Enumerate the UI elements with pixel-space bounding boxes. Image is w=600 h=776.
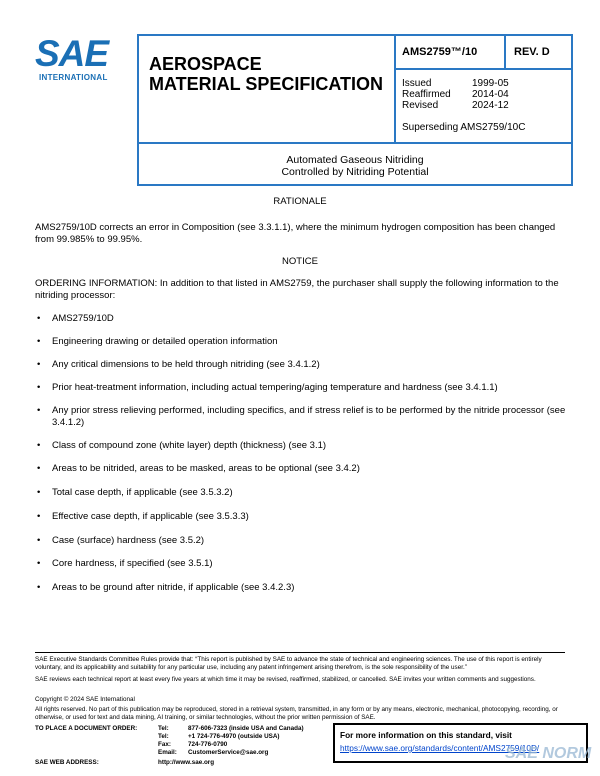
bullet-icon: • <box>37 440 41 451</box>
list-item: Class of compound zone (white layer) depth (thickness) (see 3.1) <box>52 440 327 451</box>
rationale-text: AMS2759/10D corrects an error in Composition (see 3.3.1.1), where the minimum hydrogen composition has been changed from 99.985% to 99.95%. <box>35 222 556 245</box>
reaffirmed-label: Reaffirmed <box>402 89 451 100</box>
list-item: Engineering drawing or detailed operation information <box>52 336 278 347</box>
list-item: Any prior stress relieving performed, including specifics, and if stress relief is to be performed by the nitride processor (see 3.4.1.2) <box>52 405 566 428</box>
list-item: Prior heat-treatment information, including actual tempering/aging temperature and hardness (see 3.4.1.1) <box>52 382 498 393</box>
web-address[interactable]: http://www.sae.org <box>158 759 215 766</box>
standard-link[interactable]: https://www.sae.org/standards/content/AMS2759/10D/ <box>340 743 540 753</box>
bullet-icon: • <box>37 558 41 569</box>
list-item: Any critical dimensions to be held through nitriding (see 3.4.1.2) <box>52 359 320 370</box>
bullet-icon: • <box>37 463 41 474</box>
revised-value: 2024-12 <box>472 100 509 111</box>
logo-subtitle: INTERNATIONAL <box>39 73 108 82</box>
doc-number-cell <box>394 36 506 70</box>
contact-value: +1 724-776-4970 (outside USA) <box>188 733 280 740</box>
contact-email[interactable]: CustomerService@sae.org <box>188 749 269 756</box>
bullet-icon: • <box>37 382 41 393</box>
list-item: Case (surface) hardness (see 3.5.2) <box>52 535 205 546</box>
revised-label: Revised <box>402 100 439 111</box>
footer-rights-text: All rights reserved. No part of this publication may be reproduced, stored in a retrieval system, transmitted, in any form or by any means, electronic, mechanical, photocopying, recording, or otherwise, or used for text and data mining, AI training, or similar technologies, without the prior written permission of SAE. <box>35 706 558 721</box>
contact-label: Tel: <box>158 733 169 740</box>
title-line-1: AEROSPACE <box>149 54 262 74</box>
subtitle-line-1: Automated Gaseous Nitriding <box>286 154 424 166</box>
list-item: Total case depth, if applicable (see 3.5.3.2) <box>52 487 233 498</box>
logo-word: SAE <box>35 33 109 74</box>
spec-header <box>137 34 573 186</box>
bullet-icon: • <box>37 535 41 546</box>
reaffirmed-value: 2014-04 <box>472 89 509 100</box>
web-label: SAE WEB ADDRESS: <box>35 759 99 766</box>
notice-text: ORDERING INFORMATION: In addition to that listed in AMS2759, the purchaser shall supply the following information to the nitriding processor: <box>35 278 559 301</box>
bullet-icon: • <box>37 336 41 347</box>
footer-rules-text: SAE Executive Standards Committee Rules provide that: “This report is published by SAE to advance the state of technical and engineering sciences. The use of this report is entirely voluntary, and its applicability and suitability for any particular use, including any patent infringement arising therefrom, is the sole responsibility of the user.” <box>35 656 542 671</box>
notice-heading: NOTICE <box>282 256 318 267</box>
revision-cell <box>506 36 571 70</box>
list-item: AMS2759/10D <box>52 313 114 324</box>
order-label: TO PLACE A DOCUMENT ORDER: <box>35 725 138 732</box>
bullet-icon: • <box>37 405 41 416</box>
contact-label: Tel: <box>158 725 169 732</box>
watermark: SAE NORM <box>505 745 592 762</box>
bullet-icon: • <box>37 511 41 522</box>
contact-label: Email: <box>158 749 177 756</box>
revision: REV. D <box>514 46 550 58</box>
contact-label: Fax: <box>158 741 171 748</box>
bullet-icon: • <box>37 359 41 370</box>
rationale-heading: RATIONALE <box>273 196 327 207</box>
footer-copyright: Copyright © 2024 SAE International <box>35 696 135 703</box>
list-item: Areas to be ground after nitride, if applicable (see 3.4.2.3) <box>52 582 295 593</box>
header-title-cell <box>139 36 396 142</box>
title-line-2: MATERIAL SPECIFICATION <box>149 74 383 94</box>
bullet-icon: • <box>37 487 41 498</box>
bullet-icon: • <box>37 313 41 324</box>
footer-divider <box>35 652 565 653</box>
list-item: Core hardness, if specified (see 3.5.1) <box>52 558 213 569</box>
list-item: Areas to be nitrided, areas to be masked, areas to be optional (see 3.4.2) <box>52 463 360 474</box>
page-title <box>149 54 383 94</box>
sae-logo <box>35 33 125 86</box>
contact-value: 724-776-0790 <box>188 741 228 748</box>
dates-cell <box>394 70 574 142</box>
list-item: Effective case depth, if applicable (see 3.5.3.3) <box>52 511 249 522</box>
subtitle-line-2: Controlled by Nitriding Potential <box>281 166 429 178</box>
doc-number: AMS2759™/10 <box>402 46 478 58</box>
contact-value: 877-606-7323 (inside USA and Canada) <box>188 725 304 732</box>
superseding: Superseding AMS2759/10C <box>402 122 526 133</box>
issued-label: Issued <box>402 78 432 89</box>
issued-value: 1999-05 <box>472 78 509 89</box>
info-box-title: For more information on this standard, visit <box>340 730 512 740</box>
footer-review-text: SAE reviews each technical report at least every five years at which time it may be revised, reaffirmed, stabilized, or cancelled. SAE invites your written comments and suggestions. <box>35 676 536 683</box>
subtitle-cell <box>139 142 571 186</box>
bullet-icon: • <box>37 582 41 593</box>
